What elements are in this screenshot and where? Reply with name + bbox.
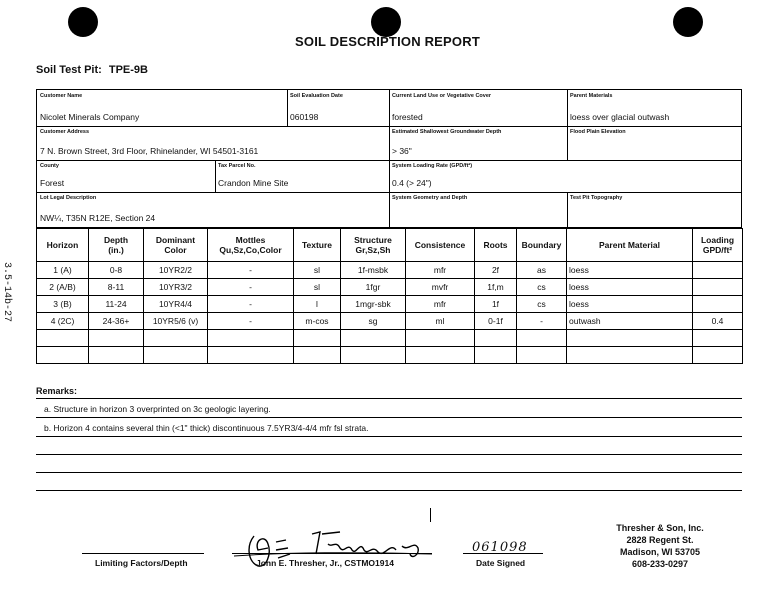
punch-hole-left (68, 7, 98, 37)
table-row (37, 330, 743, 347)
test-pit-value: TPE-9B (108, 64, 148, 76)
table-cell: 3 (B) (37, 296, 89, 313)
table-cell (567, 330, 693, 347)
table-cell: 4 (2C) (37, 313, 89, 330)
table-cell (517, 330, 567, 347)
table-cell: mvfr (406, 279, 475, 296)
table-cell: 1f,m (475, 279, 517, 296)
firm-block (585, 522, 735, 570)
column-header: Mottles Qu,Sz,Co,Color (208, 229, 294, 262)
table-cell: 10YR4/4 (144, 296, 208, 313)
table-cell: 10YR5/6 (v) (144, 313, 208, 330)
table-cell (406, 330, 475, 347)
page-title: SOIL DESCRIPTION REPORT (295, 34, 480, 49)
table-cell: 8-11 (89, 279, 144, 296)
table-cell: sl (294, 262, 341, 279)
remarks-rule (36, 398, 742, 399)
soil-eval-date-field: Soil Evaluation Date 060198 (290, 93, 343, 122)
table-row (37, 296, 743, 313)
horizon-table (36, 228, 743, 364)
table-cell (89, 330, 144, 347)
firm-street: 2828 Regent St. (626, 535, 694, 545)
table-cell (475, 330, 517, 347)
punch-hole-center (371, 7, 401, 37)
column-header: Roots (475, 229, 517, 262)
table-cell: sl (294, 279, 341, 296)
table-cell: 2 (A/B) (37, 279, 89, 296)
table-row (37, 279, 743, 296)
table-cell (517, 347, 567, 364)
remarks-rule (36, 436, 742, 437)
table-cell: sg (341, 313, 406, 330)
system-geometry-field: System Geometry and Depth (392, 195, 468, 201)
table-cell: - (208, 313, 294, 330)
county-field: County Forest (40, 163, 65, 188)
remarks-label: Remarks: (36, 386, 78, 396)
table-cell: loess (567, 279, 693, 296)
table-cell (693, 279, 743, 296)
table-cell: mfr (406, 296, 475, 313)
firm-city: Madison, WI 53705 (619, 547, 701, 557)
land-use-field: Current Land Use or Vegetative Cover forested (392, 93, 492, 122)
column-header: Texture (294, 229, 341, 262)
table-cell (406, 347, 475, 364)
table-cell: cs (517, 296, 567, 313)
lot-legal-field: Lot Legal Description NW¼, T35N R12E, Section 24 (40, 195, 156, 223)
loading-rate-field: System Loading Rate (GPD/ft²) 0.4 (> 24") (392, 163, 473, 188)
table-cell: loess (567, 262, 693, 279)
column-header: Dominant Color (144, 229, 208, 262)
table-cell (37, 330, 89, 347)
side-note: 3.5-14b-27 (1, 262, 12, 323)
test-pit (36, 64, 148, 76)
table-cell: 0-8 (89, 262, 144, 279)
table-cell: cs (517, 279, 567, 296)
table-cell: 1f (475, 296, 517, 313)
table-cell (294, 347, 341, 364)
customer-name-field: Customer Name Nicolet Minerals Company (40, 93, 140, 122)
firm-phone: 608-233-0297 (631, 559, 689, 569)
table-cell: 1mgr-sbk (341, 296, 406, 313)
table-row (37, 262, 743, 279)
table-cell (475, 347, 517, 364)
groundwater-depth-field: Estimated Shallowest Groundwater Depth > 36" (392, 129, 502, 156)
table-cell: 2f (475, 262, 517, 279)
table-cell (693, 330, 743, 347)
table-cell (341, 330, 406, 347)
header-form (36, 89, 742, 228)
table-cell: m-cos (294, 313, 341, 330)
table-cell (144, 347, 208, 364)
remarks-rule (36, 417, 742, 418)
remarks-rule (36, 490, 742, 491)
table-cell: 1f-msbk (341, 262, 406, 279)
column-header: Consistence (406, 229, 475, 262)
signer-name: John E. Thresher, Jr., CSTMO1914 (256, 558, 394, 568)
flood-plain-field: Flood Plain Elevation (570, 129, 626, 135)
table-cell: - (208, 296, 294, 313)
column-header: Boundary (517, 229, 567, 262)
table-cell (144, 330, 208, 347)
table-cell (89, 347, 144, 364)
table-cell: ml (406, 313, 475, 330)
table-cell (208, 347, 294, 364)
table-cell (693, 262, 743, 279)
remarks-rule (36, 472, 742, 473)
table-cell: 11-24 (89, 296, 144, 313)
table-cell: - (517, 313, 567, 330)
table-cell (693, 347, 743, 364)
remark-item: b. Horizon 4 contains several thin (<1" thick) discontinuous 7.5YR3/4-4/4 mfr fsl strata. (44, 423, 369, 433)
table-cell: l (294, 296, 341, 313)
limiting-line (82, 553, 204, 554)
limiting-factors-label: Limiting Factors/Depth (95, 558, 188, 568)
table-cell (37, 347, 89, 364)
remark-item: a. Structure in horizon 3 overprinted on 3c geologic layering. (44, 404, 271, 414)
topography-field: Test Pit Topography (570, 195, 623, 201)
tax-parcel-field: Tax Parcel No. Crandon Mine Site (218, 163, 289, 188)
table-header-row (37, 229, 743, 262)
parent-materials-field: Parent Materials loess over glacial outwash (570, 93, 670, 122)
table-cell (341, 347, 406, 364)
table-cell (294, 330, 341, 347)
table-cell: 1fgr (341, 279, 406, 296)
column-header: Depth (in.) (89, 229, 144, 262)
table-cell: as (517, 262, 567, 279)
test-pit-label: Soil Test Pit: (36, 64, 102, 76)
column-header: Structure Gr,Sz,Sh (341, 229, 406, 262)
table-cell: 0.4 (693, 313, 743, 330)
table-row (37, 347, 743, 364)
table-cell: 10YR2/2 (144, 262, 208, 279)
table-cell (693, 296, 743, 313)
table-cell: - (208, 262, 294, 279)
date-signed-value: 061098 (472, 540, 528, 555)
firm-name: Thresher & Son, Inc. (616, 523, 704, 533)
column-header: Horizon (37, 229, 89, 262)
table-cell (567, 347, 693, 364)
table-cell: 10YR3/2 (144, 279, 208, 296)
table-cell: 1 (A) (37, 262, 89, 279)
table-row (37, 313, 743, 330)
table-cell: mfr (406, 262, 475, 279)
date-signed-label: Date Signed (476, 558, 526, 568)
column-header: Loading GPD/ft² (693, 229, 743, 262)
customer-address-field: Customer Address 7 N. Brown Street, 3rd Floor, Rhinelander, WI 54501-3161 (40, 129, 259, 156)
remarks-rule (36, 454, 742, 455)
table-cell: outwash (567, 313, 693, 330)
table-cell: - (208, 279, 294, 296)
punch-hole-right (673, 7, 703, 37)
table-cell (208, 330, 294, 347)
table-cell: 0-1f (475, 313, 517, 330)
table-cell: loess (567, 296, 693, 313)
signature-line (232, 553, 432, 554)
column-header: Parent Material (567, 229, 693, 262)
table-cell: 24-36+ (89, 313, 144, 330)
date-line (463, 553, 543, 554)
